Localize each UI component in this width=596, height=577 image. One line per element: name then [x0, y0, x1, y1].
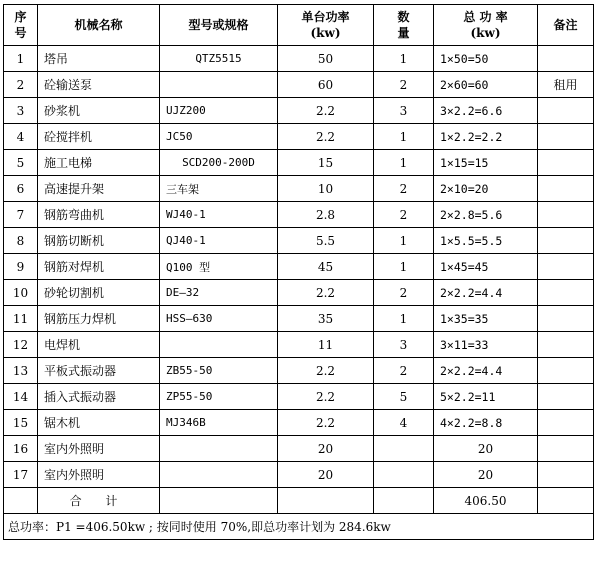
- table-row: [4, 46, 594, 72]
- cell-remark: [538, 150, 594, 176]
- table-row: [4, 280, 594, 306]
- cell-name: 钢筋压力焊机: [38, 306, 160, 332]
- table-row: [4, 410, 594, 436]
- cell-name: 电焊机: [38, 332, 160, 358]
- cell-no: 11: [4, 306, 38, 332]
- cell-qty: 4: [374, 410, 434, 436]
- cell-no: 13: [4, 358, 38, 384]
- cell-model: QTZ5515: [160, 46, 278, 72]
- cell-name: 室内外照明: [38, 436, 160, 462]
- cell-qty: 1: [374, 306, 434, 332]
- cell-total-power: 20: [434, 462, 538, 488]
- cell-qty: 3: [374, 332, 434, 358]
- cell-total-power: 2×2.8=5.6: [434, 202, 538, 228]
- cell-unit-power: 50: [278, 46, 374, 72]
- cell-model: HSS—630: [160, 306, 278, 332]
- header-qty: 数 量: [374, 5, 434, 46]
- cell-model: 三车架: [160, 176, 278, 202]
- summary-text: 总功率：P1 =406.50kw ; 按同时使用 70%,即总功率计划为 284.6kw: [4, 514, 594, 540]
- cell-no: 14: [4, 384, 38, 410]
- cell-unit-power: 15: [278, 150, 374, 176]
- cell-remark: [538, 462, 594, 488]
- cell-no: 16: [4, 436, 38, 462]
- cell-no: 2: [4, 72, 38, 98]
- cell-model: Q100 型: [160, 254, 278, 280]
- table-row: [4, 306, 594, 332]
- table-row: [4, 98, 594, 124]
- cell-name: 钢筋切断机: [38, 228, 160, 254]
- cell-model: ZB55-50: [160, 358, 278, 384]
- cell-name: 平板式振动器: [38, 358, 160, 384]
- cell-name: 插入式振动器: [38, 384, 160, 410]
- cell-name: 室内外照明: [38, 462, 160, 488]
- header-name: 机械名称: [38, 5, 160, 46]
- cell-unit-power: 11: [278, 332, 374, 358]
- cell-remark: [538, 280, 594, 306]
- cell-total-power: 20: [434, 436, 538, 462]
- cell-remark: [538, 176, 594, 202]
- cell-total-power: 2×60=60: [434, 72, 538, 98]
- cell-qty: 1: [374, 124, 434, 150]
- cell-name: 砂轮切割机: [38, 280, 160, 306]
- cell-unit-power: 35: [278, 306, 374, 332]
- cell-model: QJ40-1: [160, 228, 278, 254]
- cell-total-power: 1×35=35: [434, 306, 538, 332]
- cell-unit-power: 2.2: [278, 358, 374, 384]
- cell-model: UJZ200: [160, 98, 278, 124]
- table-row: [4, 254, 594, 280]
- cell-qty: 1: [374, 228, 434, 254]
- sum-qty: [374, 488, 434, 514]
- cell-qty: 2: [374, 72, 434, 98]
- cell-name: 塔吊: [38, 46, 160, 72]
- table-row: [4, 384, 594, 410]
- cell-no: 10: [4, 280, 38, 306]
- table-row: [4, 124, 594, 150]
- table-row: [4, 358, 594, 384]
- cell-total-power: 2×2.2=4.4: [434, 280, 538, 306]
- cell-name: 砂浆机: [38, 98, 160, 124]
- cell-qty: [374, 436, 434, 462]
- table-row: [4, 228, 594, 254]
- cell-qty: 3: [374, 98, 434, 124]
- sum-blank: [4, 488, 38, 514]
- cell-remark: 租用: [538, 72, 594, 98]
- cell-model: [160, 436, 278, 462]
- cell-unit-power: 20: [278, 436, 374, 462]
- cell-total-power: 3×2.2=6.6: [434, 98, 538, 124]
- cell-name: 钢筋弯曲机: [38, 202, 160, 228]
- cell-no: 8: [4, 228, 38, 254]
- cell-model: DE—32: [160, 280, 278, 306]
- cell-model: [160, 462, 278, 488]
- cell-unit-power: 2.2: [278, 384, 374, 410]
- cell-unit-power: 5.5: [278, 228, 374, 254]
- sum-label: 合 计: [38, 488, 160, 514]
- cell-no: 3: [4, 98, 38, 124]
- cell-no: 5: [4, 150, 38, 176]
- cell-no: 1: [4, 46, 38, 72]
- cell-qty: 1: [374, 254, 434, 280]
- cell-qty: 2: [374, 176, 434, 202]
- cell-total-power: 2×2.2=4.4: [434, 358, 538, 384]
- cell-name: 锯木机: [38, 410, 160, 436]
- table-row: [4, 436, 594, 462]
- sum-unit: [278, 488, 374, 514]
- cell-model: [160, 332, 278, 358]
- cell-unit-power: 20: [278, 462, 374, 488]
- cell-model: ZP55-50: [160, 384, 278, 410]
- equipment-power-table: [3, 4, 594, 540]
- cell-remark: [538, 384, 594, 410]
- cell-remark: [538, 254, 594, 280]
- cell-remark: [538, 228, 594, 254]
- header-model: 型号或规格: [160, 5, 278, 46]
- cell-qty: 2: [374, 358, 434, 384]
- header-seq: 序 号: [4, 5, 38, 46]
- sum-total: 406.50: [434, 488, 538, 514]
- table-row: [4, 462, 594, 488]
- cell-unit-power: 2.2: [278, 410, 374, 436]
- cell-unit-power: 2.2: [278, 124, 374, 150]
- cell-no: 12: [4, 332, 38, 358]
- cell-unit-power: 2.2: [278, 280, 374, 306]
- cell-no: 4: [4, 124, 38, 150]
- sum-remark: [538, 488, 594, 514]
- cell-qty: 1: [374, 46, 434, 72]
- cell-name: 高速提升架: [38, 176, 160, 202]
- cell-total-power: 3×11=33: [434, 332, 538, 358]
- cell-model: SCD200-200D: [160, 150, 278, 176]
- cell-total-power: 1×50=50: [434, 46, 538, 72]
- cell-remark: [538, 124, 594, 150]
- cell-no: 15: [4, 410, 38, 436]
- header-unit-power: 单台功率 (kw): [278, 5, 374, 46]
- cell-unit-power: 2.8: [278, 202, 374, 228]
- cell-no: 6: [4, 176, 38, 202]
- cell-remark: [538, 98, 594, 124]
- cell-qty: 2: [374, 202, 434, 228]
- cell-model: JC50: [160, 124, 278, 150]
- cell-qty: 2: [374, 280, 434, 306]
- cell-unit-power: 2.2: [278, 98, 374, 124]
- cell-remark: [538, 332, 594, 358]
- cell-total-power: 5×2.2=11: [434, 384, 538, 410]
- cell-total-power: 1×45=45: [434, 254, 538, 280]
- cell-remark: [538, 436, 594, 462]
- cell-name: 施工电梯: [38, 150, 160, 176]
- cell-name: 砼搅拌机: [38, 124, 160, 150]
- cell-remark: [538, 306, 594, 332]
- cell-total-power: 1×15=15: [434, 150, 538, 176]
- table-row: [4, 72, 594, 98]
- header-total-power: 总 功 率 (kw): [434, 5, 538, 46]
- cell-model: MJ346B: [160, 410, 278, 436]
- cell-remark: [538, 410, 594, 436]
- table-row: [4, 176, 594, 202]
- summary-row: [4, 514, 594, 540]
- table-row: [4, 202, 594, 228]
- cell-unit-power: 45: [278, 254, 374, 280]
- table-row: [4, 150, 594, 176]
- cell-total-power: 1×2.2=2.2: [434, 124, 538, 150]
- cell-remark: [538, 202, 594, 228]
- header-row: [4, 5, 594, 46]
- cell-remark: [538, 358, 594, 384]
- cell-no: 9: [4, 254, 38, 280]
- cell-model: WJ40-1: [160, 202, 278, 228]
- table-row: [4, 332, 594, 358]
- cell-no: 7: [4, 202, 38, 228]
- sum-model: [160, 488, 278, 514]
- cell-name: 砼输送泵: [38, 72, 160, 98]
- cell-unit-power: 60: [278, 72, 374, 98]
- cell-qty: [374, 462, 434, 488]
- cell-remark: [538, 46, 594, 72]
- header-remark: 备注: [538, 5, 594, 46]
- cell-qty: 1: [374, 150, 434, 176]
- cell-no: 17: [4, 462, 38, 488]
- cell-model: [160, 72, 278, 98]
- cell-qty: 5: [374, 384, 434, 410]
- sum-row: [4, 488, 594, 514]
- cell-total-power: 4×2.2=8.8: [434, 410, 538, 436]
- cell-name: 钢筋对焊机: [38, 254, 160, 280]
- cell-total-power: 2×10=20: [434, 176, 538, 202]
- cell-total-power: 1×5.5=5.5: [434, 228, 538, 254]
- cell-unit-power: 10: [278, 176, 374, 202]
